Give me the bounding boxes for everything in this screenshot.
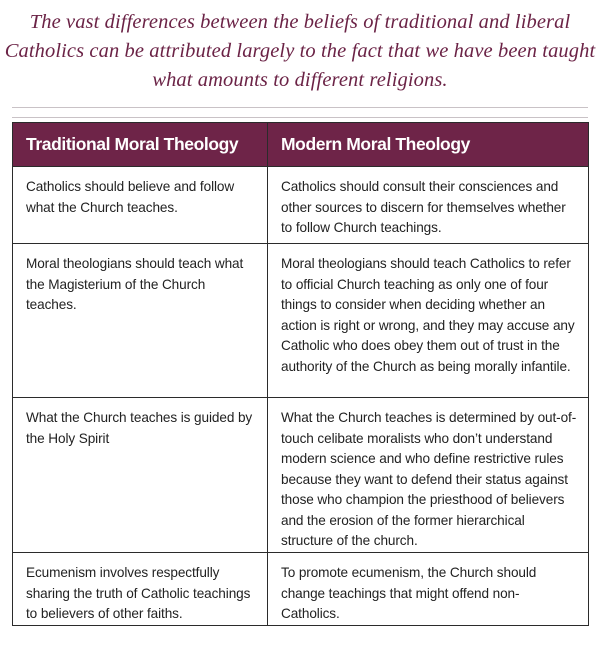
table-row [13, 553, 589, 626]
cell-traditional: What the Church teaches is guided by the Holy Spirit [13, 398, 268, 553]
cell-traditional: Ecumenism involves respectfully sharing the truth of Catholic teachings to believers of other faiths. [13, 553, 268, 626]
cell-modern: Catholics should consult their consciences and other sources to discern for themselves whether to follow Church teachings. [268, 167, 589, 244]
table-header-row [13, 123, 589, 167]
comparison-table [12, 122, 589, 626]
divider-bottom [12, 117, 588, 118]
cell-modern: Moral theologians should teach Catholics to refer to official Church teaching as only one of four things to consider when deciding whether an action is right or wrong, and they may accuse any Catholic who does obey them out of trust in the authority of the Church as being morally infantile. [268, 244, 589, 398]
intro-quote: The vast differences between the beliefs of traditional and liberal Catholics can be attributed largely to the fact that we have been taught what amounts to different religions. [4, 11, 596, 91]
cell-modern: What the Church teaches is determined by out-of-touch celibate moralists who don’t understand modern science and who define restrictive rules because they want to defend their status against those who champion the priesthood of believers and the erosion of the former hierarchical structure of the church. [268, 398, 589, 553]
table-row [13, 398, 589, 553]
cell-traditional: Moral theologians should teach what the Magisterium of the Church teaches. [13, 244, 268, 398]
cell-traditional: Catholics should believe and follow what the Church teaches. [13, 167, 268, 244]
table-row [13, 244, 589, 398]
divider-top [12, 107, 588, 108]
cell-modern: To promote ecumenism, the Church should change teachings that might offend non-Catholics. [268, 553, 589, 626]
header-modern: Modern Moral Theology [268, 123, 589, 167]
header-traditional: Traditional Moral Theology [13, 123, 268, 167]
table-row [13, 167, 589, 244]
